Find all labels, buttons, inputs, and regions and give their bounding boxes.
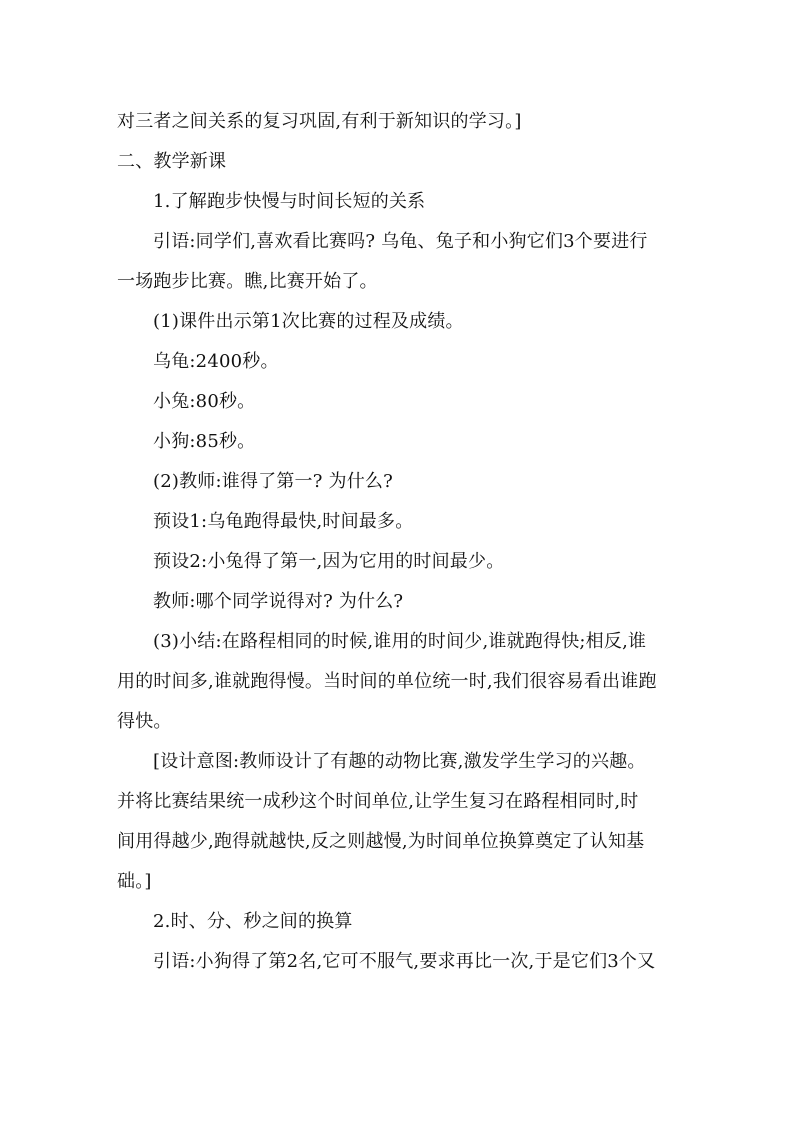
paragraph-line: 对三者之间关系的复习巩固,有利于新知识的学习。]	[117, 111, 522, 132]
section-heading: 二、教学新课	[117, 151, 227, 172]
paragraph-line: 一场跑步比赛。瞧,比赛开始了。	[117, 271, 378, 292]
paragraph-line: 引语:小狗得了第2名,它可不服气,要求再比一次,于是它们3个又	[153, 951, 656, 972]
paragraph-line: 引语:同学们,喜欢看比赛吗? 乌龟、兔子和小狗它们3个要进行	[153, 231, 648, 252]
paragraph-line: 间用得越少,跑得就越快,反之则越慢,为时间单位换算奠定了认知基	[117, 831, 645, 852]
result-line: 小狗:85秒。	[153, 431, 256, 452]
paragraph-line: [设计意图:教师设计了有趣的动物比赛,激发学生学习的兴趣。	[153, 751, 646, 772]
paragraph-line: 教师:哪个同学说得对? 为什么?	[153, 591, 404, 612]
result-line: 乌龟:2400秒。	[153, 351, 279, 372]
result-line: 小兔:80秒。	[153, 391, 256, 412]
paragraph-line: (1)课件出示第1次比赛的过程及成绩。	[153, 311, 464, 332]
paragraph-line: 用的时间多,谁就跑得慢。当时间的单位统一时,我们很容易看出谁跑	[117, 671, 657, 692]
paragraph-line: (3)小结:在路程相同的时候,谁用的时间少,谁就跑得快;相反,谁	[153, 631, 647, 652]
paragraph-line: 础。]	[117, 871, 152, 892]
paragraph-line: (2)教师:谁得了第一? 为什么?	[153, 471, 393, 492]
subsection-heading: 1.了解跑步快慢与时间长短的关系	[153, 191, 426, 212]
paragraph-line: 得快。	[117, 711, 172, 732]
subsection-heading: 2.时、分、秒之间的换算	[153, 911, 353, 932]
paragraph-line: 预设1:乌龟跑得最快,时间最多。	[153, 511, 414, 532]
document-body	[117, 102, 683, 982]
paragraph-line: 并将比赛结果统一成秒这个时间单位,让学生复习在路程相同时,时	[117, 791, 639, 812]
paragraph-line: 预设2:小兔得了第一,因为它用的时间最少。	[153, 551, 505, 572]
